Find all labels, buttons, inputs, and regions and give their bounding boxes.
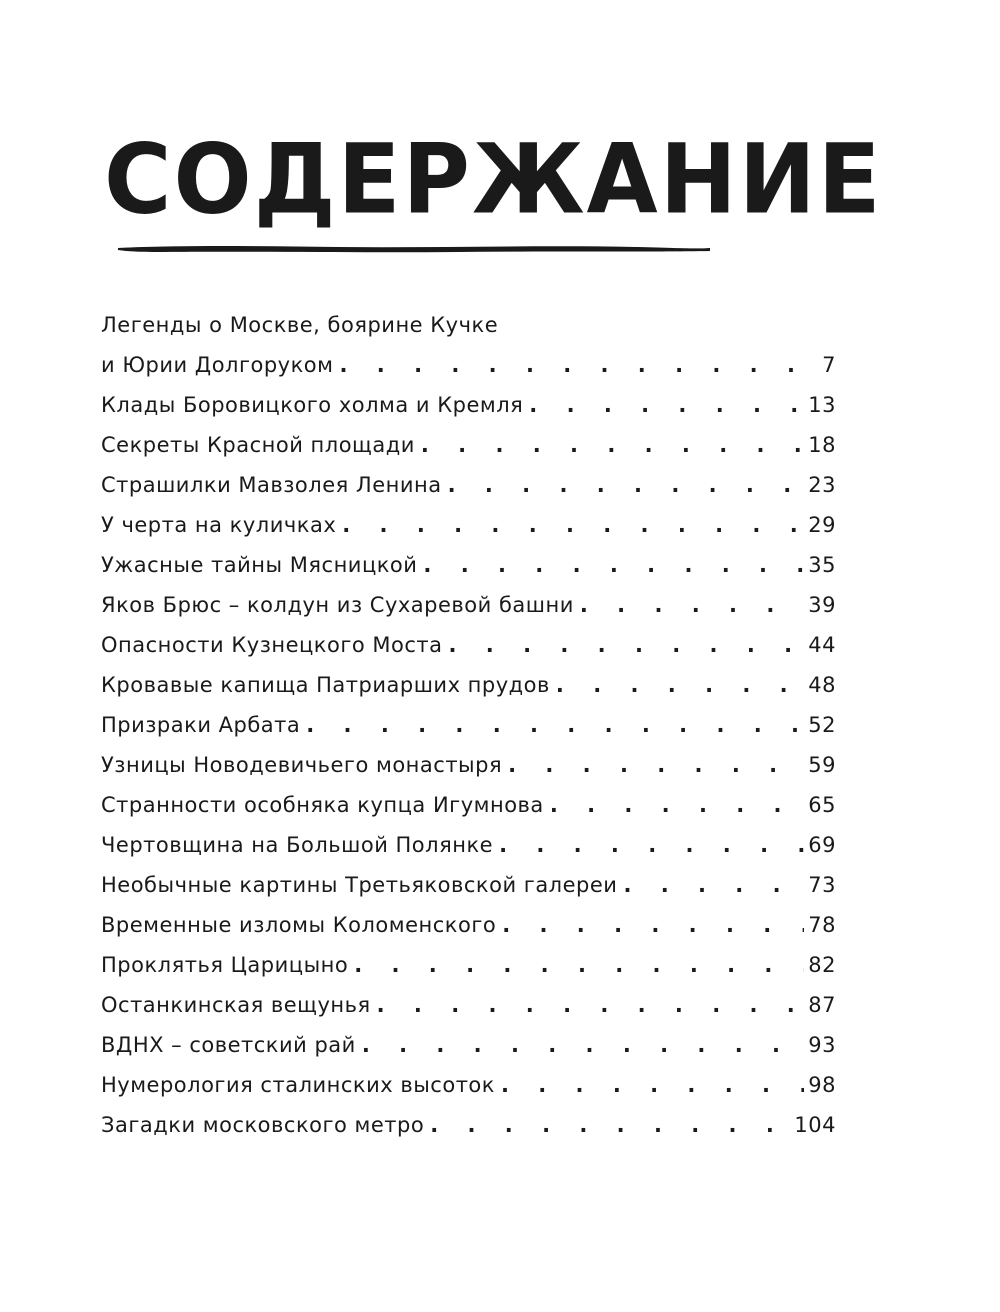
dot-leader [421, 425, 804, 465]
toc-entry-page: 39 [808, 593, 836, 617]
toc-entry-title: Необычные картины Третьяковской галереи [101, 873, 618, 897]
toc-entry-page: 23 [808, 473, 836, 497]
toc-entry-title: ВДНХ – советский рай [101, 1033, 356, 1057]
dot-leader [430, 1105, 790, 1145]
toc-entry-title: Нумерология сталинских высоток [101, 1073, 495, 1097]
dot-leader [501, 1065, 804, 1105]
toc-entry-title: Яков Брюс – колдун из Сухаревой башни [101, 593, 574, 617]
toc-entry-page: 93 [808, 1033, 836, 1057]
dot-leader [499, 825, 804, 865]
toc-entry[interactable] [101, 625, 836, 665]
toc-entry-page: 59 [808, 753, 836, 777]
toc-entry-title: Призраки Арбата [101, 713, 301, 737]
toc-entry-title: Узницы Новодевичьего монастыря [101, 753, 503, 777]
toc-entry-page: 69 [808, 833, 836, 857]
toc-entry-title: У черта на куличках [101, 513, 337, 537]
toc-entry[interactable] [101, 825, 836, 865]
table-of-contents [101, 306, 836, 1145]
dot-leader [342, 505, 804, 545]
toc-entry-title: и Юрии Долгоруком [101, 353, 334, 377]
toc-entry-title: Временные изломы Коломенского [101, 913, 497, 937]
toc-entry-page: 7 [822, 353, 836, 377]
toc-entry-title: Чертовщина на Большой Полянке [101, 833, 494, 857]
dot-leader [580, 585, 804, 625]
toc-entry-title: Останкинская вещунья [101, 993, 371, 1017]
toc-entry-page: 65 [808, 793, 836, 817]
toc-entry-title: Ужасные тайны Мясницкой [101, 553, 418, 577]
toc-entry[interactable] [101, 306, 836, 385]
toc-entry[interactable] [101, 465, 836, 505]
toc-entry-page: 13 [808, 393, 836, 417]
toc-entry-page: 29 [808, 513, 836, 537]
toc-entry[interactable] [101, 585, 836, 625]
toc-entry-page: 78 [808, 913, 836, 937]
toc-entry-title: Проклятья Царицыно [101, 953, 349, 977]
toc-entry-title-line1: Легенды о Москве, боярине Кучке [101, 313, 499, 337]
dot-leader [340, 345, 807, 385]
toc-entry[interactable] [101, 505, 836, 545]
toc-entry[interactable] [101, 1065, 836, 1105]
toc-entry-title: Опасности Кузнецкого Моста [101, 633, 443, 657]
toc-entry[interactable] [101, 945, 836, 985]
dot-leader [306, 705, 804, 745]
dot-leader [362, 1025, 804, 1065]
toc-entry-title: Страшилки Мавзолея Ленина [101, 473, 442, 497]
toc-entry[interactable] [101, 1025, 836, 1065]
toc-entry-page: 44 [808, 633, 836, 657]
toc-entry[interactable] [101, 985, 836, 1025]
toc-entry[interactable] [101, 745, 836, 785]
toc-entry-page: 35 [808, 553, 836, 577]
dot-leader [529, 385, 804, 425]
page-title: СОДЕРЖАНИЕ [104, 123, 883, 236]
toc-entry-page: 48 [808, 673, 836, 697]
toc-entry[interactable] [101, 905, 836, 945]
toc-entry-title: Клады Боровицкого холма и Кремля [101, 393, 524, 417]
toc-entry-page: 104 [794, 1113, 836, 1137]
toc-entry-title: Странности особняка купца Игумнова [101, 793, 544, 817]
dot-leader [448, 465, 805, 505]
dot-leader [556, 665, 804, 705]
dot-leader [502, 905, 804, 945]
toc-entry-page: 87 [808, 993, 836, 1017]
title-underline [118, 243, 710, 253]
toc-entry[interactable] [101, 665, 836, 705]
toc-entry[interactable] [101, 545, 836, 585]
toc-entry-title: Кровавые капища Патриарших прудов [101, 673, 550, 697]
toc-entry-page: 52 [808, 713, 836, 737]
dot-leader [449, 625, 805, 665]
toc-entry[interactable] [101, 865, 836, 905]
toc-entry-page: 82 [808, 953, 836, 977]
toc-entry-title: Секреты Красной площади [101, 433, 415, 457]
toc-entry-title: Загадки московского метро [101, 1113, 425, 1137]
dot-leader [623, 865, 804, 905]
toc-entry-page: 98 [808, 1073, 836, 1097]
toc-entry[interactable] [101, 785, 836, 825]
toc-entry[interactable] [101, 705, 836, 745]
toc-entry-page: 18 [808, 433, 836, 457]
dot-leader [354, 945, 804, 985]
dot-leader [550, 785, 804, 825]
dot-leader [508, 745, 804, 785]
toc-entry[interactable] [101, 385, 836, 425]
dot-leader [423, 545, 804, 585]
toc-entry[interactable] [101, 1105, 836, 1145]
toc-entry[interactable] [101, 425, 836, 465]
dot-leader [377, 985, 805, 1025]
toc-entry-page: 73 [808, 873, 836, 897]
